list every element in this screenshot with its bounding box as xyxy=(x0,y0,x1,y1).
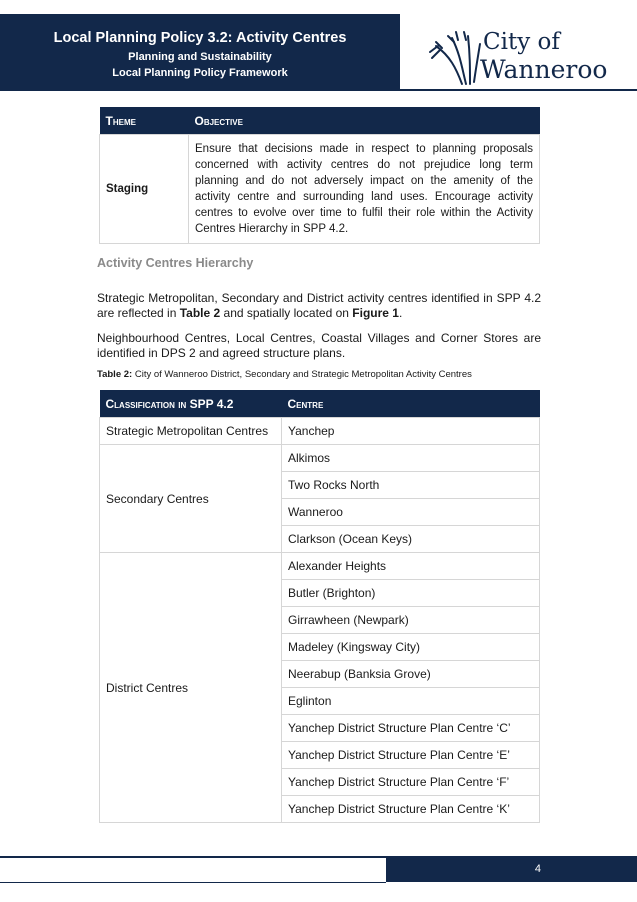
logo-text-city-of: City of xyxy=(483,29,560,55)
paragraph-neighbourhood: Neighbourhood Centres, Local Centres, Coastal Villages and Corner Stores are identified in DPS 2 and agreed structure plans. xyxy=(97,331,541,360)
activity-centres-table xyxy=(99,390,540,823)
table-row xyxy=(100,135,540,244)
centre-cell: Yanchep District Structure Plan Centre ‘C’ xyxy=(282,715,540,742)
table-row xyxy=(100,445,540,472)
theme-objective-table xyxy=(99,107,540,244)
logo-text-wanneroo: Wanneroo xyxy=(480,55,608,84)
col-header-objective: Objective xyxy=(189,107,540,135)
document-title: Local Planning Policy 3.2: Activity Centres xyxy=(53,30,347,46)
section-heading: Activity Centres Hierarchy xyxy=(97,256,254,270)
centre-cell: Neerabup (Banksia Grove) xyxy=(282,661,540,688)
caption-text: City of Wanneroo District, Secondary and Strategic Metropolitan Activity Centres xyxy=(132,369,472,380)
footer-left xyxy=(0,858,386,883)
theme-cell: Staging xyxy=(100,135,189,244)
classification-cell: District Centres xyxy=(100,553,282,823)
table-caption xyxy=(97,369,472,380)
header-band xyxy=(0,14,400,90)
col-header-theme: Theme xyxy=(100,107,189,135)
classification-cell: Secondary Centres xyxy=(100,445,282,553)
centre-cell: Yanchep District Structure Plan Centre ‘E’ xyxy=(282,742,540,769)
city-logo xyxy=(426,24,626,90)
caption-label: Table 2: xyxy=(97,369,133,380)
header-rule xyxy=(0,89,637,91)
figure-1-ref: Figure 1 xyxy=(352,306,399,320)
table-header-row xyxy=(100,390,540,418)
table-body xyxy=(100,418,540,823)
objective-cell: Ensure that decisions made in respect to planning proposals concerned with activity centres do not prejudice long term planning and do not adversely impact on the amenity of the activity centre and surrounding land uses. Encourage activity centres to evolve over time to fulfil their role within the Activity Centres Hierarchy in SPP 4.2. xyxy=(189,135,540,244)
centre-cell: Butler (Brighton) xyxy=(282,580,540,607)
page-header xyxy=(0,14,637,90)
page-number: 4 xyxy=(534,863,541,875)
banksia-logo-icon xyxy=(426,28,482,86)
centre-cell: Yanchep District Structure Plan Centre ‘K’ xyxy=(282,796,540,823)
paragraph-hierarchy xyxy=(97,291,541,321)
footer-band xyxy=(386,858,637,882)
table-2-ref: Table 2 xyxy=(179,306,221,320)
table-row xyxy=(100,553,540,580)
centre-cell: Alkimos xyxy=(282,445,540,472)
centre-cell: Girrawheen (Newpark) xyxy=(282,607,540,634)
document-framework: Local Planning Policy Framework xyxy=(112,67,288,79)
para-text: and spatially located on xyxy=(220,306,353,320)
table-header-row xyxy=(100,107,540,135)
centre-cell: Yanchep xyxy=(282,418,540,445)
centre-cell: Eglinton xyxy=(282,688,540,715)
centre-cell: Two Rocks North xyxy=(282,472,540,499)
col-header-centre: Centre xyxy=(282,390,540,418)
table-row xyxy=(100,418,540,445)
para-text: . xyxy=(398,306,403,320)
document-subtitle: Planning and Sustainability xyxy=(128,51,272,63)
centre-cell: Yanchep District Structure Plan Centre ‘F’ xyxy=(282,769,540,796)
classification-cell: Strategic Metropolitan Centres xyxy=(100,418,282,445)
centre-cell: Madeley (Kingsway City) xyxy=(282,634,540,661)
centre-cell: Alexander Heights xyxy=(282,553,540,580)
para-text: Strategic Metropolitan, Secondary and District activity centres identified in SPP 4.2 are reflected in xyxy=(97,291,541,320)
col-header-classification: Classification in SPP 4.2 xyxy=(100,390,282,418)
centre-cell: Clarkson (Ocean Keys) xyxy=(282,526,540,553)
centre-cell: Wanneroo xyxy=(282,499,540,526)
